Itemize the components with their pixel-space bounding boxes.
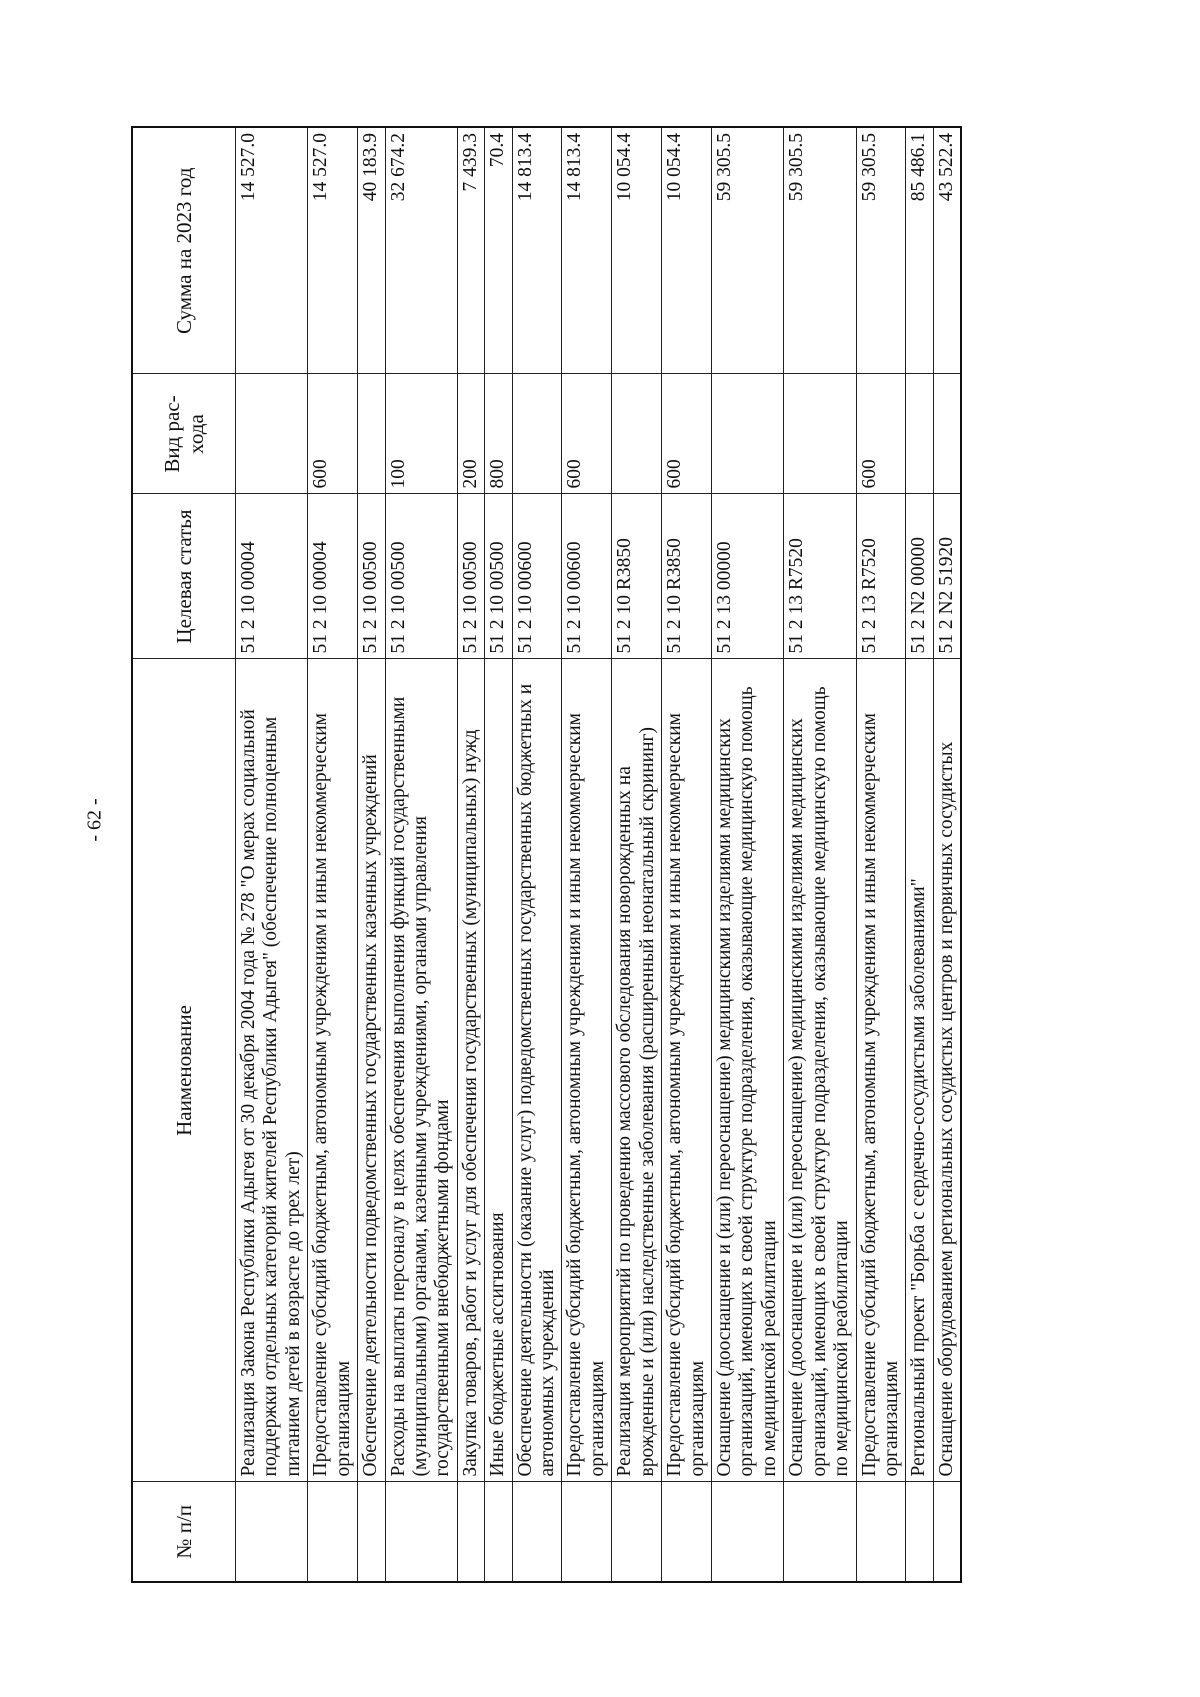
row-code-cell: 51 2 N2 51920 bbox=[933, 494, 961, 659]
table-row bbox=[485, 127, 512, 1582]
table-row bbox=[457, 127, 484, 1582]
row-number-cell bbox=[856, 1482, 906, 1582]
table-row bbox=[933, 127, 961, 1582]
row-name-cell: Оснащение (дооснащение и (или) переоснащение) медицинскими изделиями медицинских организаций, имеющих в своей структуре подразделения, оказывающие медицинскую помощь по медицинской реабилитации bbox=[712, 659, 784, 1482]
row-number-cell bbox=[612, 1482, 662, 1582]
table-body bbox=[236, 127, 962, 1582]
column-header-num: № п/п bbox=[132, 1482, 236, 1582]
row-vid-cell: 100 bbox=[385, 374, 457, 494]
table-row bbox=[856, 127, 906, 1582]
row-vid-cell bbox=[358, 374, 385, 494]
table-row bbox=[784, 127, 856, 1582]
row-sum-cell: 14 813.4 bbox=[562, 127, 612, 374]
row-name-cell: Предоставление субсидий бюджетным, автономным учреждениям и иным некоммерческим организациям bbox=[662, 659, 712, 1482]
row-vid-cell: 600 bbox=[662, 374, 712, 494]
row-sum-cell: 14 527.0 bbox=[308, 127, 358, 374]
column-header-sum: Сумма на 2023 год bbox=[132, 127, 236, 374]
row-code-cell: 51 2 10 00600 bbox=[512, 494, 562, 659]
row-code-cell: 51 2 10 00004 bbox=[308, 494, 358, 659]
table-row bbox=[358, 127, 385, 1582]
row-vid-cell: 200 bbox=[457, 374, 484, 494]
row-number-cell bbox=[485, 1482, 512, 1582]
row-code-cell: 51 2 10 00600 bbox=[562, 494, 612, 659]
row-name-cell: Расходы на выплаты персоналу в целях обеспечения выполнения функций государственными (муниципальными) органами, казенными учреждениями, органами управления государственными внебюджетными фондами bbox=[385, 659, 457, 1482]
row-vid-cell: 600 bbox=[562, 374, 612, 494]
row-number-cell bbox=[308, 1482, 358, 1582]
row-code-cell: 51 2 13 00000 bbox=[712, 494, 784, 659]
table-row bbox=[662, 127, 712, 1582]
row-code-cell: 51 2 13 R7520 bbox=[856, 494, 906, 659]
column-header-name: Наименование bbox=[132, 659, 236, 1482]
row-number-cell bbox=[712, 1482, 784, 1582]
row-vid-cell: 600 bbox=[856, 374, 906, 494]
row-vid-cell bbox=[712, 374, 784, 494]
table-header-row bbox=[132, 127, 236, 1582]
row-sum-cell: 59 305.5 bbox=[784, 127, 856, 374]
row-code-cell: 51 2 10 R3850 bbox=[662, 494, 712, 659]
table-row bbox=[385, 127, 457, 1582]
row-vid-cell bbox=[512, 374, 562, 494]
row-sum-cell: 32 674.2 bbox=[385, 127, 457, 374]
row-number-cell bbox=[385, 1482, 457, 1582]
row-sum-cell: 7 439.3 bbox=[457, 127, 484, 374]
row-name-cell: Закупка товаров, работ и услуг для обеспечения государственных (муниципальных) нужд bbox=[457, 659, 484, 1482]
row-vid-cell: 800 bbox=[485, 374, 512, 494]
table-row bbox=[308, 127, 358, 1582]
row-name-cell: Предоставление субсидий бюджетным, автономным учреждениям и иным некоммерческим организациям bbox=[308, 659, 358, 1482]
row-code-cell: 51 2 10 R3850 bbox=[612, 494, 662, 659]
row-code-cell: 51 2 10 00004 bbox=[236, 494, 308, 659]
row-code-cell: 51 2 10 00500 bbox=[358, 494, 385, 659]
row-vid-cell bbox=[236, 374, 308, 494]
table-row bbox=[612, 127, 662, 1582]
row-sum-cell: 10 054.4 bbox=[662, 127, 712, 374]
row-name-cell: Оснащение оборудованием региональных сосудистых центров и первичных сосудистых bbox=[933, 659, 961, 1482]
row-number-cell bbox=[562, 1482, 612, 1582]
row-code-cell: 51 2 10 00500 bbox=[485, 494, 512, 659]
row-name-cell: Обеспечение деятельности (оказание услуг) подведомственных государственных бюджетных и автономных учреждений bbox=[512, 659, 562, 1482]
row-sum-cell: 85 486.1 bbox=[906, 127, 933, 374]
table-row bbox=[906, 127, 933, 1582]
row-sum-cell: 59 305.5 bbox=[712, 127, 784, 374]
row-name-cell: Оснащение (дооснащение и (или) переоснащение) медицинскими изделиями медицинских организаций, имеющих в своей структуре подразделения, оказывающие медицинскую помощь по медицинской реабилитации bbox=[784, 659, 856, 1482]
budget-table bbox=[131, 126, 962, 1583]
row-sum-cell: 70.4 bbox=[485, 127, 512, 374]
row-sum-cell: 14 813.4 bbox=[512, 127, 562, 374]
row-code-cell: 51 2 13 R7520 bbox=[784, 494, 856, 659]
row-vid-cell bbox=[906, 374, 933, 494]
row-code-cell: 51 2 10 00500 bbox=[457, 494, 484, 659]
row-sum-cell: 14 527.0 bbox=[236, 127, 308, 374]
row-name-cell: Региональный проект "Борьба с сердечно-сосудистыми заболеваниями" bbox=[906, 659, 933, 1482]
column-header-vid: Вид рас-хода bbox=[132, 374, 236, 494]
row-number-cell bbox=[784, 1482, 856, 1582]
rotated-table-container bbox=[131, 128, 1079, 1583]
row-number-cell bbox=[662, 1482, 712, 1582]
table-row bbox=[512, 127, 562, 1582]
row-name-cell: Реализация мероприятий по проведению массового обследования новорожденных на врожденные и (или) наследственные заболевания (расширенный неонатальный скрининг) bbox=[612, 659, 662, 1482]
table-row bbox=[562, 127, 612, 1582]
row-vid-cell bbox=[784, 374, 856, 494]
row-sum-cell: 43 522.4 bbox=[933, 127, 961, 374]
row-code-cell: 51 2 N2 00000 bbox=[906, 494, 933, 659]
table-row bbox=[236, 127, 308, 1582]
row-number-cell bbox=[906, 1482, 933, 1582]
row-name-cell: Обеспечение деятельности подведомственных государственных казенных учреждений bbox=[358, 659, 385, 1482]
table-row bbox=[712, 127, 784, 1582]
row-number-cell bbox=[358, 1482, 385, 1582]
row-vid-cell bbox=[933, 374, 961, 494]
column-header-code: Целевая статья bbox=[132, 494, 236, 659]
row-sum-cell: 10 054.4 bbox=[612, 127, 662, 374]
row-code-cell: 51 2 10 00500 bbox=[385, 494, 457, 659]
row-vid-cell bbox=[612, 374, 662, 494]
row-sum-cell: 59 305.5 bbox=[856, 127, 906, 374]
page-number: - 62 - bbox=[83, 798, 106, 842]
row-number-cell bbox=[457, 1482, 484, 1582]
row-number-cell bbox=[512, 1482, 562, 1582]
row-name-cell: Реализация Закона Республики Адыгея от 30 декабря 2004 года № 278 "О мерах социальной поддержки отдельных категорий жителей Республики Адыгея" (обеспечение полноценным питанием детей в возрасте до трех лет) bbox=[236, 659, 308, 1482]
row-name-cell: Предоставление субсидий бюджетным, автономным учреждениям и иным некоммерческим организациям bbox=[562, 659, 612, 1482]
row-vid-cell: 600 bbox=[308, 374, 358, 494]
row-sum-cell: 40 183.9 bbox=[358, 127, 385, 374]
row-number-cell bbox=[236, 1482, 308, 1582]
row-name-cell: Иные бюджетные ассигнования bbox=[485, 659, 512, 1482]
row-name-cell: Предоставление субсидий бюджетным, автономным учреждениям и иным некоммерческим организациям bbox=[856, 659, 906, 1482]
row-number-cell bbox=[933, 1482, 961, 1582]
